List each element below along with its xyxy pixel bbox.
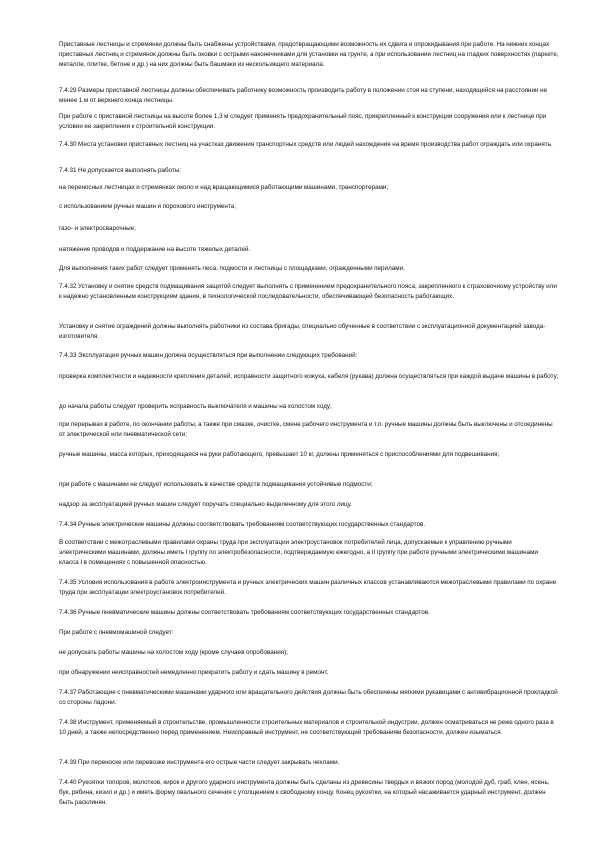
paragraph-idle-run: не допускать работы машины на холостом ходу (кроме случаев опробования); bbox=[59, 649, 289, 656]
paragraph-height-belt: При работе с приставной лестницы на высоте более 1,3 м следует применять предохранительный пояс, прикрепленный к конструкции сооружения или к лестнице при условии ее закрепления к строительной конструкции. bbox=[59, 113, 547, 130]
paragraph-7-4-31: 7.4.31 Не допускается выполнять работы: bbox=[59, 167, 182, 174]
paragraph-7-4-36: 7.4.36 Ручные пневматические машины должны соответствовать требованиям соответствующих государственных стандартов. bbox=[59, 609, 430, 616]
paragraph-electrical-safety-group: В соответствии с межотраслевыми правилами охраны труда при эксплуатации электроустановок потребителей лица, допускаемые к управлению ручными электрическими машинами, должны иметь I группу по электробезопасности, подтверждаемую ежегодно, а II группу при работе ручными электрическими машинами класса I в помещениях с повышенной опасностью. bbox=[59, 539, 538, 566]
paragraph-7-4-29: 7.4.29 Размеры приставной лестницы должны обеспечивать работнику возможность производить работу в положении стоя на ступени, находящейся на расстоянии не менее 1 м от верхнего конца лестницы. bbox=[59, 87, 548, 104]
paragraph-7-4-37: 7.4.37 Работающие с пневматическими машинами ударного или вращательного действия должны быть обеспечены мягкими рукавицами с антивибрационной прокладкой со стороны ладони. bbox=[59, 689, 558, 706]
paragraph-list-item-4: натяжение проводов и поддержание на высоте тяжелых деталей. bbox=[59, 246, 251, 253]
paragraph-7-4-30: 7.4.30 Места установки приставных лестниц на участках движения транспортных средств или людей нахождения на время производства работ ограждать или охранять. bbox=[59, 141, 553, 148]
paragraph-7-4-38: 7.4.38 Инструмент, применяемый в строительстве, промышленности строительных материалов и строительной индустрии, должен осматриваться не реже одного раза в 10 дней, а также непосредственно перед применением. Неисправный инструмент, не соответствующий требованиям безопасности, должен изыматься. bbox=[59, 719, 554, 736]
paragraph-fences: Установку и снятие ограждений должны выполнять работники из состава бригады, специально обученные в соответствии с эксплуатационной документацией завода-изготовителя. bbox=[59, 323, 546, 340]
paragraph-switch-check: до начала работы следует проверить исправность выключателя и машины на холостом ходу; bbox=[59, 403, 332, 410]
paragraph-7-4-40: 7.4.40 Рукоятки топоров, молотков, кирок и другого ударного инструмента должны быть сделаны из древесины твердых и вязких пород (молодой дуб, граб, клен, ясень, бук, рябина, кизил и др.) и иметь форму овального сечения с утолщением к свободному концу. Конец рукоятки, на который насаживается ударный инструмент, должен быть расклинен. bbox=[59, 779, 550, 806]
paragraph-ladder-devices: Приставные лестницы и стремянки должны быть снабжены устройствами, предотвращающими возможность их сдвига и опрокидывания при работе. На нижних концах приставных лестниц и стремянок должны быть оковки с острыми наконечниками для установки на грунте, а при использовании лестниц на гладких поверхностях (паркете, металле, плитке, бетоне и др.) на них должны быть башмаки из нескользящего материала. bbox=[59, 41, 559, 68]
paragraph-list-item-3: газо- и электросварочные; bbox=[59, 225, 136, 232]
paragraph-pneumatic-intro: При работе с пневмомашиной следует: bbox=[59, 629, 174, 636]
paragraph-7-4-33: 7.4.33 Эксплуатация ручных машин должна осуществляться при выполнении следующих требований: bbox=[59, 352, 358, 359]
paragraph-repair: при обнаружении неисправностей немедленно прекратить работу и сдать машину в ремонт. bbox=[59, 669, 329, 676]
paragraph-breaks: при перерывах в работе, по окончании работы, а также при смазке, очистке, смене рабочего инструмента и т.п. ручные машины должны быть выключены и отсоединены от электрической или пневматической сети; bbox=[59, 421, 553, 438]
paragraph-scaffold-usage: при работе с машинами не следует использовать в качестве средств подмащивания устойчивые подмости; bbox=[59, 481, 373, 488]
paragraph-heavy-machines: ручные машины, масса которых, приходящаяся на руки работающего, превышает 10 кг, должны применяться с приспособлениями для подвешивания; bbox=[59, 451, 500, 458]
paragraph-supervision: надзор за эксплуатацией ручных машин следует поручать специально выделенному для этого лицу. bbox=[59, 501, 352, 508]
paragraph-7-4-39: 7.4.39 При переноске или перевозке инструмента его острые части следует закрывать чехлами. bbox=[59, 759, 340, 766]
paragraph-list-item-1: на переносных лестницах и стремянках около и над вращающимися работающими машинами, транспортерами; bbox=[59, 184, 389, 191]
paragraph-scaffolding: Для выполнения таких работ следует применять леса, подмости и лестницы с площадками, огражденными перилами. bbox=[59, 265, 405, 272]
paragraph-completeness-check: проверка комплектности и надежности крепления деталей, исправности защитного кожуха, кабеля (рукава) должна осуществляться при каждой выдаче машины в работу; bbox=[59, 373, 559, 380]
paragraph-7-4-32: 7.4.32 Установку и снятие средств подмащивания защитой следует выполнять с применением предохранительного пояса, закрепленного к страховочному устройству или к надежно установленным конструкциям здания, в технологической последовательности, обеспечивающей безопасность работающих. bbox=[59, 283, 557, 300]
paragraph-7-4-35: 7.4.35 Условия использования в работе электроинструмента и ручных электрических машин различных классов устанавливаются межотраслевыми правилами по охране труда при эксплуатации электроустановок потребителей. bbox=[59, 579, 557, 596]
paragraph-list-item-2: с использованием ручных машин и порохового инструмента; bbox=[59, 203, 236, 210]
paragraph-7-4-34: 7.4.34 Ручные электрические машины должны соответствовать требованиям соответствующих государственных стандартов. bbox=[59, 521, 426, 528]
